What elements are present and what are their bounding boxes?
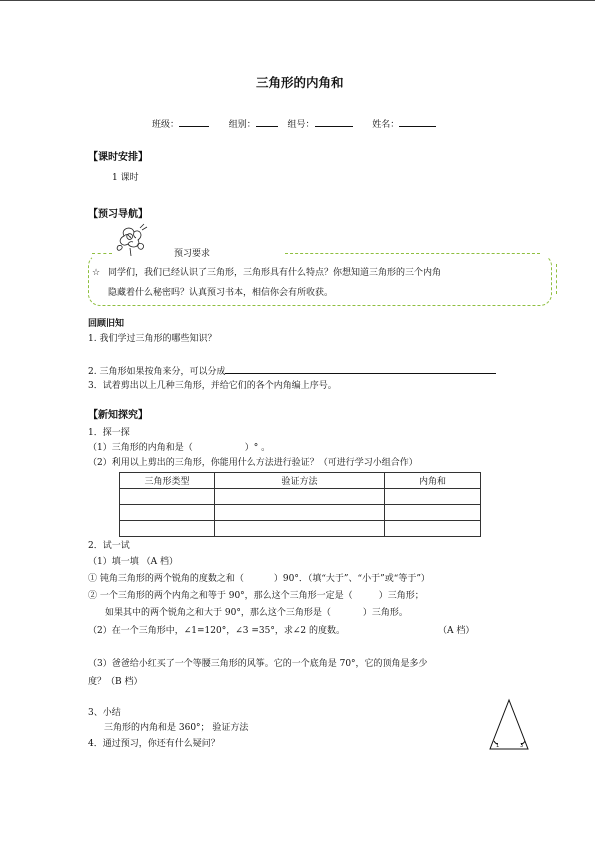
name-field[interactable] (399, 117, 436, 127)
table-cell[interactable] (120, 521, 215, 537)
table-header-sum: 内角和 (385, 473, 481, 489)
explore-s2-q3-line-2: 度？（B 档） (88, 677, 143, 687)
name-label: 姓名： (372, 120, 400, 130)
table-cell[interactable] (215, 505, 385, 521)
explore-item-1-suffix: ）90°．（填“大于”、“小于”或“等于”） (273, 574, 430, 584)
preview-heading: 【预习导航】 (88, 209, 148, 220)
group-no-label: 组号： (287, 120, 315, 130)
table-row (120, 521, 481, 537)
review-q2-text: 2. 三角形如果按角来分，可以分成 (88, 367, 226, 377)
preview-box-right-mark (552, 264, 557, 294)
schedule-heading: 【课时安排】 (88, 152, 148, 163)
preview-line-1: 同学们，我们已经认识了三角形，三角形具有什么特点？你想知道三角形的三个内角 (108, 268, 442, 278)
verification-table (119, 472, 481, 537)
preview-line-2: 隐藏着什么秘密吗？认真预习书本，相信你会有所收获。 (108, 288, 334, 298)
class-field[interactable] (179, 117, 209, 127)
explore-heading: 【新知探究】 (88, 410, 148, 421)
table-cell[interactable] (385, 489, 481, 505)
group-label: 组别： (228, 120, 256, 130)
explore-s1: 1．探一探 (88, 428, 130, 438)
explore-s2-q2-level: （A 档） (438, 626, 475, 636)
page-title: 三角形的内角和 (256, 75, 344, 90)
explore-s1-q1-prefix: （1）三角形的内角和是（ (88, 443, 193, 453)
info-line (152, 117, 436, 131)
table-header-row (120, 473, 481, 489)
top-border-line (0, 0, 595, 1)
star-icon: ☆ (92, 268, 101, 278)
explore-item-3 (105, 607, 408, 619)
explore-s1-q2: （2）利用以上剪出的三角形，你能用什么方法进行验证？（可进行学习小组合作） (88, 458, 418, 468)
explore-s1-q1-suffix: ）° 。 (244, 443, 271, 453)
group-no-field[interactable] (315, 117, 353, 127)
explore-s1-q1 (88, 442, 270, 454)
explore-item-2-suffix: ）三角形； (378, 591, 424, 601)
review-q2-answer-line[interactable] (225, 364, 496, 374)
table-cell[interactable] (385, 505, 481, 521)
triangle-kite-icon (486, 697, 532, 753)
table-cell[interactable] (120, 489, 215, 505)
table-cell[interactable] (385, 521, 481, 537)
preview-box-top-right-edge (285, 253, 540, 254)
explore-item-3-suffix: ）三角形。 (362, 608, 408, 618)
table-row (120, 505, 481, 521)
review-heading: 回顾旧知 (88, 319, 125, 329)
table-header-method: 验证方法 (215, 473, 385, 489)
explore-s4: 4．通过预习，你还有什么疑问？ (88, 739, 220, 749)
explore-item-2-prefix: ② 一个三角形的两个内角之和等于 90°，那么这个三角形一定是（ (88, 591, 353, 601)
explore-s2: 2．试一试 (88, 541, 130, 551)
preview-box-top-left-edge (92, 253, 112, 254)
explore-item-1-prefix: ① 钝角三角形的两个锐角的度数之和（ (88, 574, 244, 584)
explore-s3-content: 三角形的内角和是 360°； 验证方法 (104, 723, 249, 733)
svg-text:3: 3 (520, 743, 524, 749)
explore-s2-q2: （2）在一个三角形中，∠1=120°，∠3 =35°，求∠2 的度数。 (88, 626, 345, 636)
explore-s2-q1: （1）填一填 （A 档） (88, 557, 178, 567)
table-cell[interactable] (215, 521, 385, 537)
review-q1: 1. 我们学过三角形的哪些知识？ (88, 334, 217, 344)
class-label: 班级： (152, 120, 180, 130)
explore-s3: 3、小结 (88, 708, 121, 718)
explore-item-2 (88, 590, 424, 602)
preview-box-label: 预习要求 (174, 249, 211, 259)
rose-illustration-icon (110, 222, 152, 258)
group-field[interactable] (256, 117, 278, 127)
explore-s2-q3-line-1: （3）爸爸给小红买了一个等腰三角形的风筝。它的一个底角是 70°，它的顶角是多少 (88, 659, 428, 669)
table-cell[interactable] (215, 489, 385, 505)
svg-text:1: 1 (496, 743, 500, 749)
table-cell[interactable] (120, 505, 215, 521)
explore-item-1 (88, 573, 430, 585)
table-row (120, 489, 481, 505)
review-q3: 3．试着剪出以上几种三角形，并给它们的各个内角编上序号。 (88, 381, 337, 391)
review-q2 (88, 364, 496, 378)
explore-item-3-prefix: 如果其中的两个锐角之和大于 90°，那么这个三角形是（ (105, 608, 331, 618)
table-header-type: 三角形类型 (120, 473, 215, 489)
schedule-content: 1 课时 (112, 173, 139, 183)
